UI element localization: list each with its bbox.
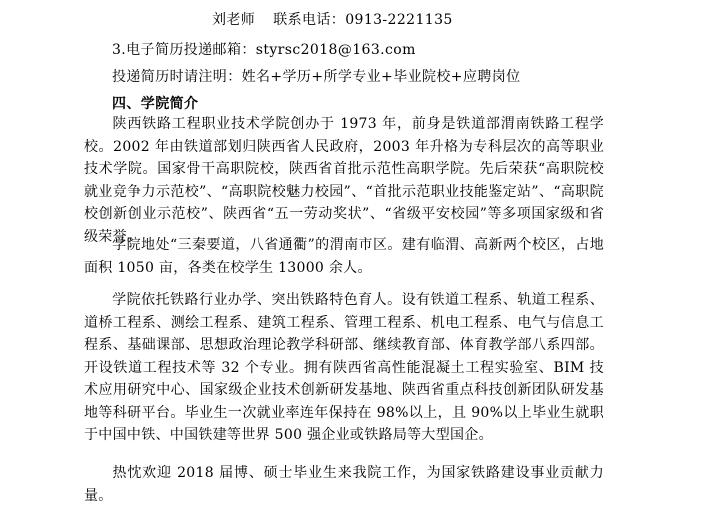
contact-phone: 联系电话：0913-2221135 [273,12,453,28]
resume-note-line: 投递简历时请注明：姓名+学历+所学专业+毕业院校+应聘岗位 [112,69,521,85]
paragraph-text: 学院依托铁路行业办学、突出铁路特色育人。设有铁道工程系、轨道工程系、道桥工程系、测绘工程系、建筑工程系、管理工程系、机电工程系、电气与信息工程系、基础课部、思想政治理论教学科研部、继续教育部、体育教学部八系四部。开设铁道工程技术等 32 个专业。拥有陕西省高性能混凝土工程实验室、BIM 技术应用研究中心、国家级企业技术创新研发基地、陕西省重点科技创新团队研发基地等科研平台。毕业生一次就业率连年保持在 98%以上，且 90%以上毕业生就职于中国中铁、中国铁建等世界 500 强企业或铁路局等大型国企。 [84,292,604,443]
paragraph-text: 热忱欢迎 2018 届博、硕士毕业生来我院工作，为国家铁路建设事业贡献力量。 [84,465,604,504]
section-heading: 四、学院简介 [112,96,199,112]
paragraph-welcome [84,462,604,507]
paragraph-location [84,234,604,279]
paragraph-text: 学院地处“三秦要道，八省通衢”的渭南市区。建有临渭、高新两个校区，占地面积 1050 亩，各类在校学生 13000 余人。 [84,237,604,276]
contact-line [212,10,453,30]
resume-email-line: 3.电子简历投递邮箱：styrsc2018@163.com [112,42,416,58]
paragraph-text: 陕西铁路工程职业技术学院创办于 1973 年，前身是铁道部渭南铁路工程学校。2002 年由铁道部划归陕西省人民政府，2003 年升格为专科层次的高等职业技术学院。国家骨干高职院校，陕西省首批示范性高职学院。先后荣获“高职院校就业竞争力示范校”、“高职院校魅力校园”、“首批示范职业技能鉴定站”、“高职院校创新创业示范校”、陕西省“五一劳动奖状”、“省级平安校园”等多项国家级和省级荣誉。 [84,116,604,245]
paragraph-departments [84,289,604,447]
contact-name: 刘老师 [212,12,256,28]
paragraph-history [84,113,604,248]
